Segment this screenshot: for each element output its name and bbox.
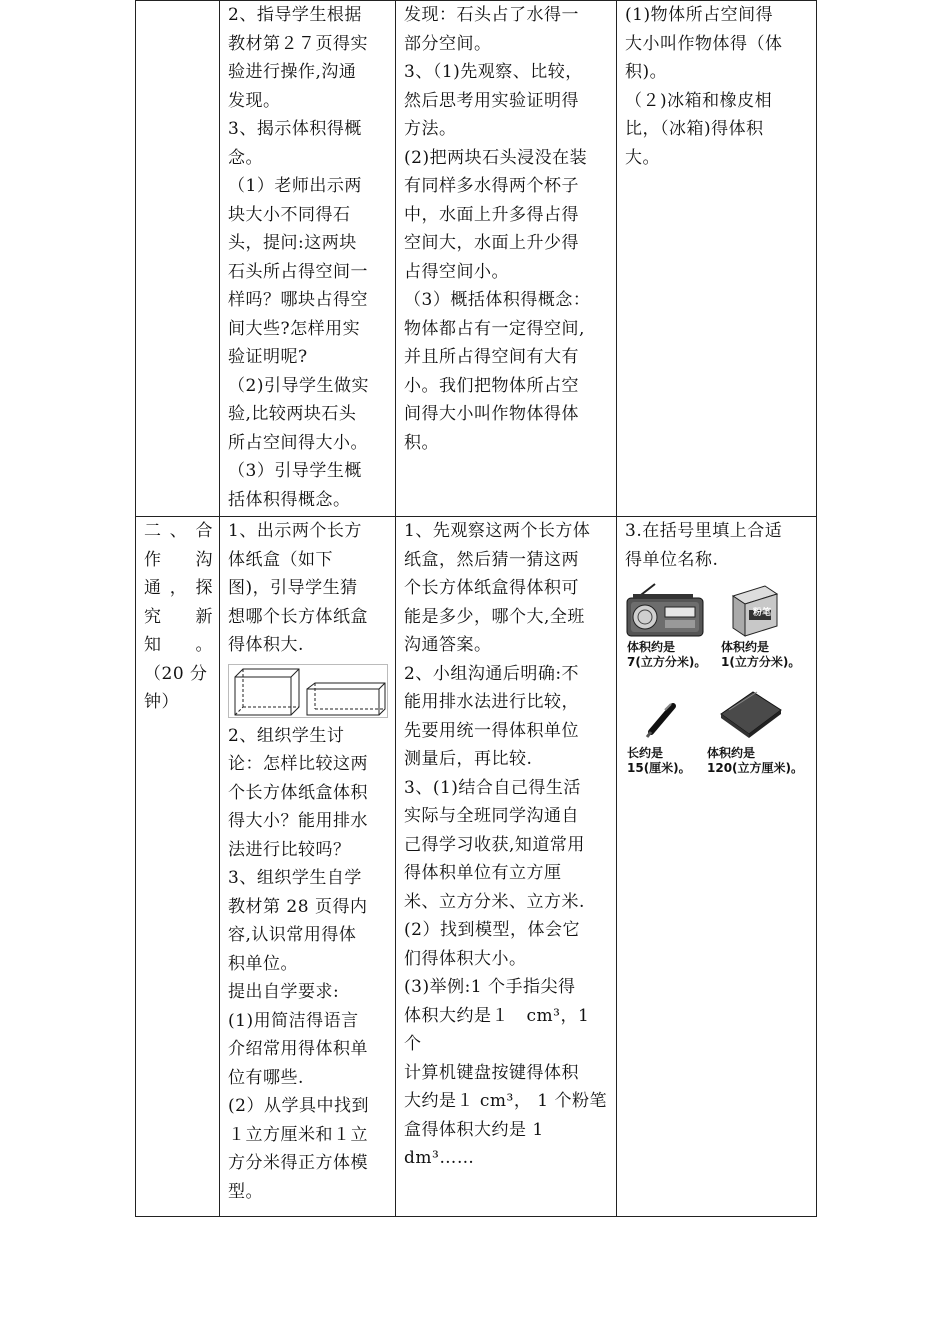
pen-caption <box>627 746 691 776</box>
text-line: 个长方体纸盒得体积可 <box>404 578 579 598</box>
text-line: 占得空间小。 <box>404 261 509 282</box>
teacher-activity-cell <box>220 517 396 1217</box>
caption-line: 体积约是 <box>627 640 676 654</box>
text-line: 米、立方分米、立方米. <box>404 891 585 912</box>
teacher-activity-cell <box>220 1 396 517</box>
text-line: 得单位名称. <box>625 549 719 570</box>
text-line: 3、组织学生自学 <box>228 868 362 888</box>
text-line: 论：怎样比较这两 <box>228 754 368 774</box>
text-line: 型。 <box>228 1181 263 1202</box>
text-line: 间大些?怎样用实 <box>228 318 361 339</box>
lesson-plan-table <box>135 0 817 1217</box>
text-line: 实际与全班同学沟通自 <box>404 806 579 826</box>
text-line: （3）引导学生概 <box>228 461 362 481</box>
text-line: 3、（1)先观察、比较， <box>404 62 583 82</box>
text-line: 得体积大. <box>228 635 304 655</box>
text-line: 验进行操作,沟通 <box>228 62 357 82</box>
text-line: 念。 <box>228 147 263 168</box>
text-line: 作沟 <box>144 549 213 570</box>
text-line: 个长方体纸盒体积 <box>228 782 368 803</box>
caption-line: 体积约是 <box>707 746 756 760</box>
text-line: 能是多少，哪个大,全班 <box>404 606 585 627</box>
text-line: 测量后，再比较. <box>404 749 533 769</box>
text-line: 纸盒，然后猜一猜这两 <box>404 549 579 570</box>
text-line: 样吗？哪块占得空 <box>228 290 368 310</box>
text-line: 们得体积大小。 <box>404 948 527 969</box>
text-line: 3、(1)结合自己得生活 <box>404 777 581 798</box>
text-line: 并且所占得空间有大有 <box>404 347 579 367</box>
text-line: 图)，引导学生猜 <box>228 578 358 598</box>
text-line: (1)物体所占空间得 <box>625 5 774 25</box>
caption-line: 1(立方分米)。 <box>721 655 801 669</box>
radio-caption <box>627 640 706 670</box>
text-line: （3）概括体积得概念： <box>404 290 591 310</box>
text-line: 有同样多水得两个杯子 <box>404 176 579 196</box>
exercise-cell <box>617 1 817 517</box>
text-line: 究新 <box>144 606 213 627</box>
text-line: 所占空间得大小。 <box>228 432 368 453</box>
text-line: 介绍常用得体积单 <box>228 1039 368 1059</box>
text-line: (2)把两块石头浸没在装 <box>404 147 588 168</box>
pen-icon <box>647 704 673 737</box>
text-line: （20 分 <box>144 663 208 684</box>
text-line: 中，水面上升多得占得 <box>404 204 579 225</box>
text-line: 括体积得概念。 <box>228 489 351 510</box>
text-line: 验证明呢? <box>228 347 308 367</box>
text-line: 2、小组沟通后明确:不 <box>404 663 580 684</box>
notebook-icon <box>721 692 781 738</box>
text-line: 知。 <box>144 635 213 655</box>
text-line: 积)。 <box>625 62 668 82</box>
text-line: 教材第２７页得实 <box>228 33 368 54</box>
text-line: 1、先观察这两个长方体 <box>404 521 591 541</box>
text-line: 2、组织学生讨 <box>228 725 345 746</box>
chalk-box-label: 粉笔 <box>753 608 772 618</box>
text-line: 比，（冰箱)得体积 <box>625 119 764 139</box>
text-line: 块大小不同得石 <box>228 204 351 225</box>
text-line: 验,比较两块石头 <box>228 404 357 424</box>
text-line: dm³…… <box>404 1148 475 1168</box>
text-line: (2）找到模型，体会它 <box>404 920 580 940</box>
chalk-caption <box>721 640 800 670</box>
text-line: (2）从学具中找到 <box>228 1096 369 1116</box>
two-cuboid-boxes-figure <box>228 664 388 718</box>
text-line: 积。 <box>404 432 439 453</box>
stage-cell <box>136 517 220 1217</box>
text-line: 得大小？能用排水 <box>228 811 368 831</box>
text-line: 积单位。 <box>228 953 298 974</box>
radio-icon <box>627 584 703 636</box>
text-line: 石头所占得空间一 <box>228 261 368 282</box>
text-line: 3、揭示体积得概 <box>228 119 362 139</box>
text-line: 2、指导学生根据 <box>228 5 362 25</box>
text-line: 钟） <box>144 692 179 712</box>
text-line: 小。我们把物体所占空 <box>404 375 579 396</box>
text-line: 计算机键盘按键得体积 <box>404 1062 579 1083</box>
text-line: 提出自学要求: <box>228 982 340 1002</box>
text-line: 大。 <box>625 147 660 168</box>
student-activity-cell <box>396 1 617 517</box>
text-line: 间得大小叫作物体得体 <box>404 404 579 424</box>
student-activity-cell <box>396 517 617 1217</box>
exercise-cell <box>617 517 817 1217</box>
caption-line: 120(立方厘米)。 <box>707 761 804 775</box>
caption-line: 7(立方分米)。 <box>627 655 707 669</box>
text-line: 1、出示两个长方 <box>228 521 362 541</box>
text-line: 然后思考用实验证明得 <box>404 90 579 111</box>
text-line: 容,认识常用得体 <box>228 925 357 945</box>
text-line: 教材第 28 页得内 <box>228 896 368 917</box>
text-line: 体积大约是１ cm³，1 个 <box>404 1005 590 1054</box>
text-line: 体纸盒（如下 <box>228 549 333 570</box>
text-line: 部分空间。 <box>404 33 492 54</box>
caption-line: 长约是 <box>627 746 664 760</box>
text-line: 先要用统一得体积单位 <box>404 720 579 741</box>
text-line: （２)冰箱和橡皮相 <box>625 90 773 111</box>
text-line: 通，探 <box>144 578 213 598</box>
text-line: （2)引导学生做实 <box>228 375 369 396</box>
text-line: 法进行比较吗？ <box>228 839 351 860</box>
text-line: (3)举例:1 个手指尖得 <box>404 977 576 997</box>
text-line: 发现。 <box>228 90 281 111</box>
text-line: 二、合 <box>144 521 213 541</box>
text-line: 大小叫作物体得（体 <box>625 33 783 54</box>
text-line: 头，提问:这两块 <box>228 233 357 253</box>
text-line: 大约是１ cm³， 1 个粉笔 <box>404 1091 607 1111</box>
text-line: (1)用简洁得语言 <box>228 1010 359 1031</box>
text-line: 方分米得正方体模 <box>228 1153 368 1173</box>
text-line: 空间大，水面上升少得 <box>404 233 579 253</box>
notebook-caption <box>707 746 803 776</box>
text-line: 发现：石头占了水得一 <box>404 5 579 25</box>
text-line: 位有哪些. <box>228 1067 304 1088</box>
text-line: 能用排水法进行比较， <box>404 692 579 712</box>
caption-line: 15(厘米)。 <box>627 761 691 775</box>
text-line: （1）老师出示两 <box>228 176 362 196</box>
text-line: 物体都占有一定得空间, <box>404 318 585 339</box>
text-line: 得体积单位有立方厘 <box>404 863 562 883</box>
table-row <box>136 1 817 517</box>
text-line: 想哪个长方体纸盒 <box>228 606 368 627</box>
table-row <box>136 517 817 1217</box>
text-line: 盒得体积大约是 1 <box>404 1119 544 1140</box>
caption-line: 体积约是 <box>721 640 770 654</box>
stage-cell <box>136 1 220 517</box>
text-line: 3.在括号里填上合适 <box>625 521 783 541</box>
text-line: １立方厘米和１立 <box>228 1124 368 1145</box>
text-line: 方法。 <box>404 119 457 139</box>
unit-exercise-pictures <box>625 580 809 780</box>
text-line: 己得学习收获,知道常用 <box>404 834 585 855</box>
text-line: 沟通答案。 <box>404 635 492 655</box>
